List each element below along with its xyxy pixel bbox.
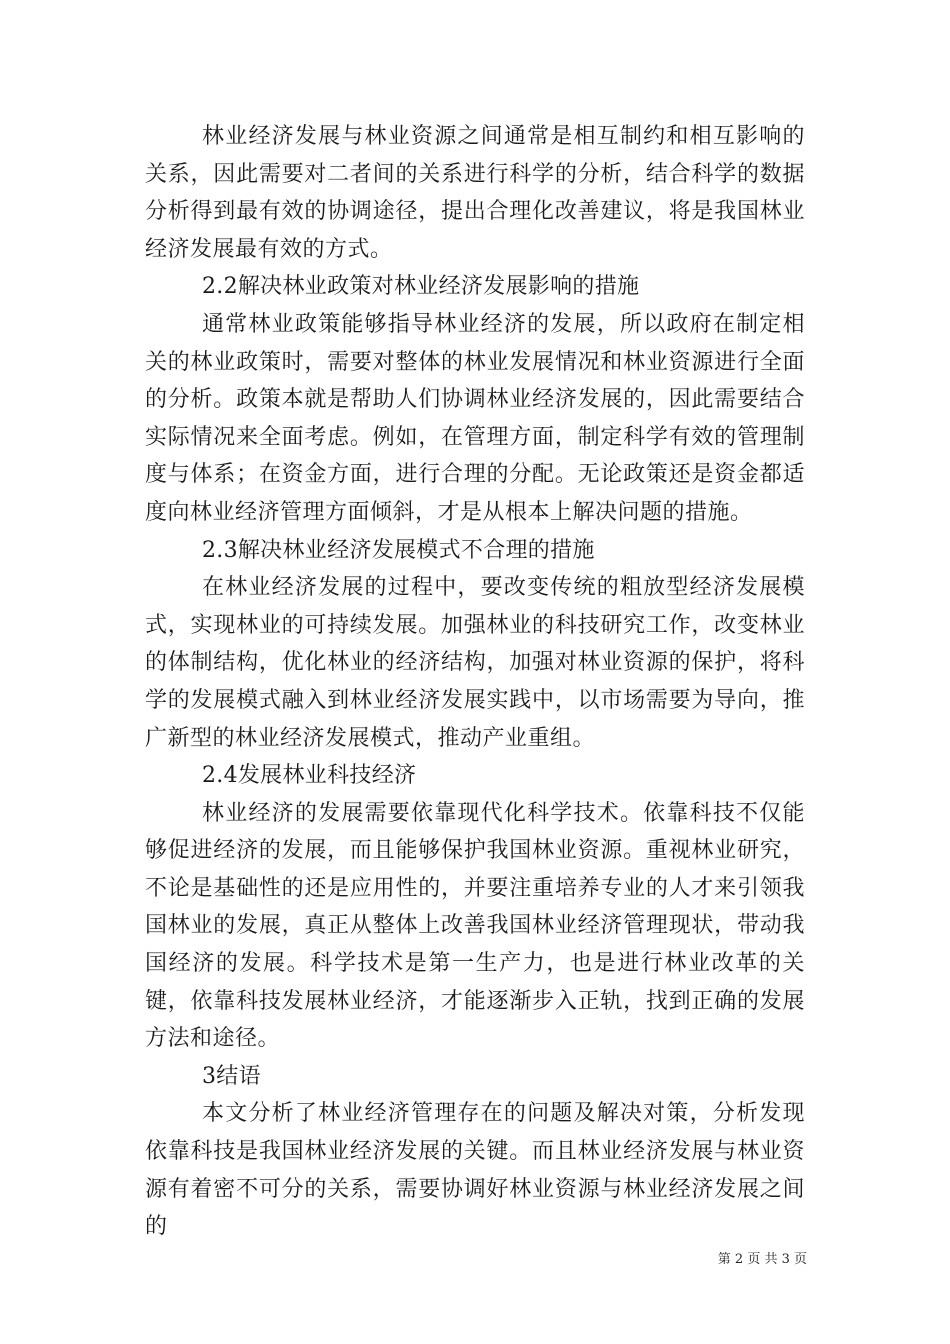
document-body bbox=[145, 118, 805, 1246]
paragraph: 在林业经济发展的过程中，要改变传统的粗放型经济发展模式，实现林业的可持续发展。加强林业的科技研究工作，改变林业的体制结构，优化林业的经济结构，加强对林业资源的保护，将科学的发展模式融入到林业经济发展实践中，以市场需要为导向，推广新型的林业经济发展模式，推动产业重组。 bbox=[145, 575, 805, 751]
section-heading: 3结语 bbox=[202, 1063, 261, 1089]
paragraph: 林业经济发展与林业资源之间通常是相互制约和相互影响的关系，因此需要对二者间的关系进行科学的分析，结合科学的数据分析得到最有效的协调途径，提出合理化改善建议，将是我国林业经济发展最有效的方式。 bbox=[145, 124, 805, 262]
section-heading: 2.2解决林业政策对林业经济发展影响的措施 bbox=[202, 274, 640, 300]
paragraph: 通常林业政策能够指导林业经济的发展，所以政府在制定相关的林业政策时，需要对整体的林业发展情况和林业资源进行全面的分析。政策本就是帮助人们协调林业经济发展的，因此需要结合实际情况来全面考虑。例如，在管理方面，制定科学有效的管理制度与体系；在资金方面，进行合理的分配。无论政策还是资金都适度向林业经济管理方面倾斜，才是从根本上解决问题的措施。 bbox=[145, 311, 805, 525]
paragraph: 林业经济的发展需要依靠现代化科学技术。依靠科技不仅能够促进经济的发展，而且能够保护我国林业资源。重视林业研究，不论是基础性的还是应用性的，并要注重培养专业的人才来引领我国林业的发展，真正从整体上改善我国林业经济管理现状，带动我国经济的发展。科学技术是第一生产力，也是进行林业改革的关键，依靠科技发展林业经济，才能逐渐步入正轨，找到正确的发展方法和途径。 bbox=[145, 800, 805, 1052]
paragraph: 本文分析了林业经济管理存在的问题及解决对策，分析发现依靠科技是我国林业经济发展的关键。而且林业经济发展与林业资源有着密不可分的关系，需要协调好林业资源与林业经济发展之间的 bbox=[145, 1101, 805, 1240]
page-number-footer: 第 2 页 共 3 页 bbox=[717, 1252, 807, 1267]
section-heading: 2.3解决林业经济发展模式不合理的措施 bbox=[202, 537, 595, 563]
section-heading: 2.4发展林业科技经济 bbox=[202, 763, 417, 789]
